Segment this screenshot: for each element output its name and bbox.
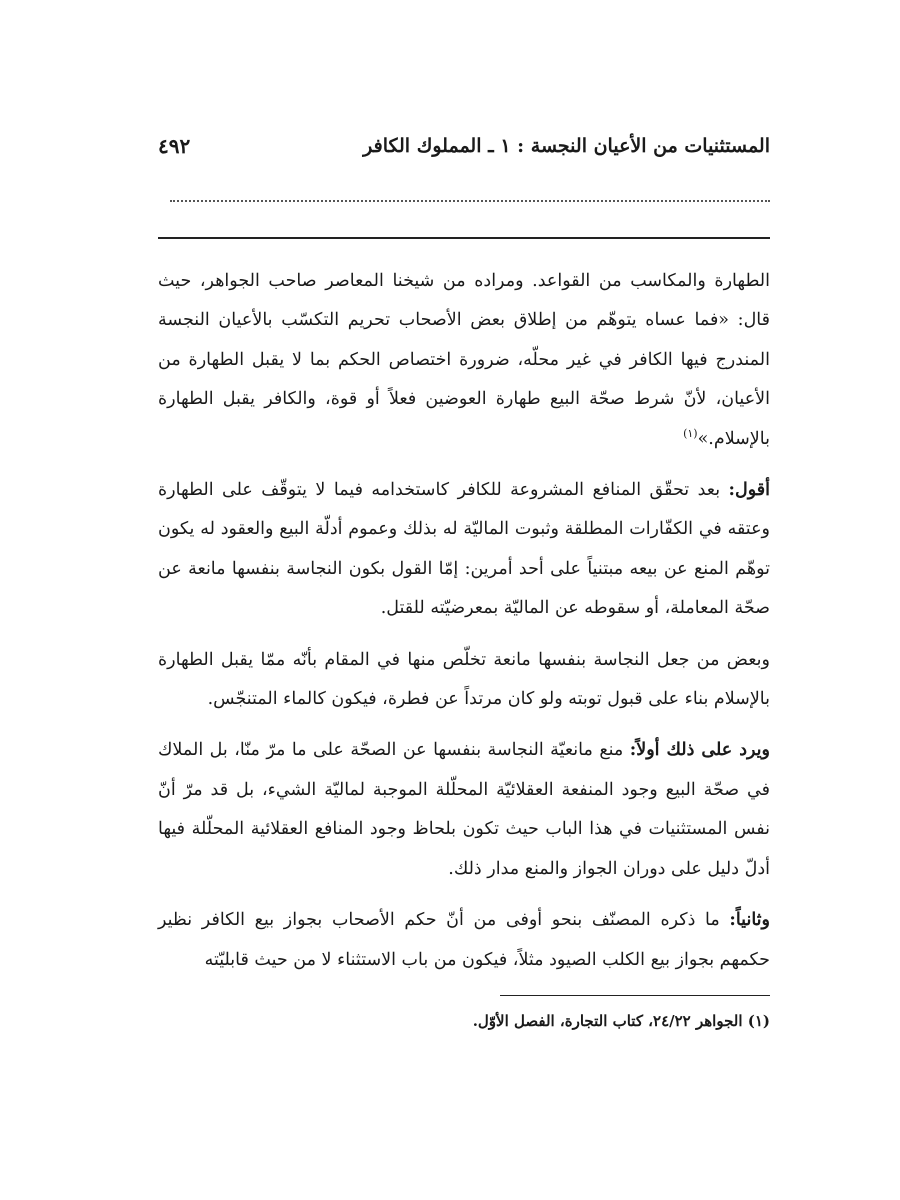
running-title: المستثنيات من الأعيان النجسة : ١ ـ المملوك الكافر: [363, 135, 770, 157]
footnote: (١) الجواهر ٢٤/٢٢، كتاب التجارة، الفصل الأوّل.: [472, 1012, 770, 1030]
paragraph-4-lead: ويرد على ذلك أولاً:: [629, 740, 771, 761]
paragraph-5-text: ما ذكره المصنّف بنحو أوفى من أنّ حكم الأصحاب بجواز بيع الكافر نظير حكمهم بجواز بيع الكلب الصيود مثلاً، فيكون من باب الاستثناء لا من حيث قابليّته: [158, 910, 770, 970]
footnote-marker: (١): [683, 426, 698, 440]
paragraph-5: [158, 901, 770, 980]
paragraph-4-text: منع مانعيّة النجاسة بنفسها عن الصحّة على ما مرّ منّا، بل الملاك في صحّة البيع وجود المنفعة العقلائيّة المحلّلة الموجبة لماليّة الشيء، بل قد مرّ أنّ نفس المستثنيات في هذا الباب حيث تكون بلحاظ وجود المنافع العقلائية المحلّلة فيها أدلّ دليل على دوران الجواز والمنع مدار ذلك.: [158, 740, 770, 879]
header-rule: [158, 237, 770, 239]
paragraph-3-text: وبعض من جعل النجاسة بنفسها مانعة تخلّص منها في المقام بأنّه ممّا يقبل الطهارة بالإسلام بناء على قبول توبته ولو كان مرتداً عن فطرة، فيكون كالماء المتنجّس.: [158, 649, 770, 710]
paragraph-2-text: بعد تحقّق المنافع المشروعة للكافر كاستخدامه فيما لا يتوقّف على الطهارة وعتقه في الكفّارات المطلقة وثبوت الماليّة له بذلك وعموم أدلّة البيع والعقود له يكون توهّم المنع عن بيعه مبتنياً على أحد أمرين: إمّا القول بكون النجاسة بنفسها مانعة عن صحّة المعاملة، أو سقوطه عن الماليّة بمعرضيّته للقتل.: [158, 480, 770, 619]
page-number: ٤٩٢: [158, 134, 191, 158]
paragraph-5-lead: وثانياً:: [729, 910, 770, 931]
dotted-divider: [170, 200, 770, 202]
page-header: [158, 128, 770, 164]
paragraph-2-lead: أقول:: [728, 480, 770, 501]
paragraph-3: [158, 641, 770, 720]
paragraph-4: [158, 731, 770, 889]
paragraph-1-text: الطهارة والمكاسب من القواعد. ومراده من شيخنا المعاصر صاحب الجواهر، حيث قال: «فما عساه يتوهّم من إطلاق بعض الأصحاب تحريم التكسّب بالأعيان النجسة المندرج فيها الكافر في غير محلّه، ضرورة اختصاص الحكم بما لا يقبل الطهارة من الأعيان، لأنّ شرط صحّة البيع طهارة العوضين فعلاً أو قوة، والكافر يقبل الطهارة بالإسلام.»: [158, 271, 770, 449]
paragraph-1: [158, 262, 770, 459]
footnote-rule: [500, 995, 770, 996]
paragraph-2: [158, 471, 770, 629]
body-text: [158, 262, 770, 980]
